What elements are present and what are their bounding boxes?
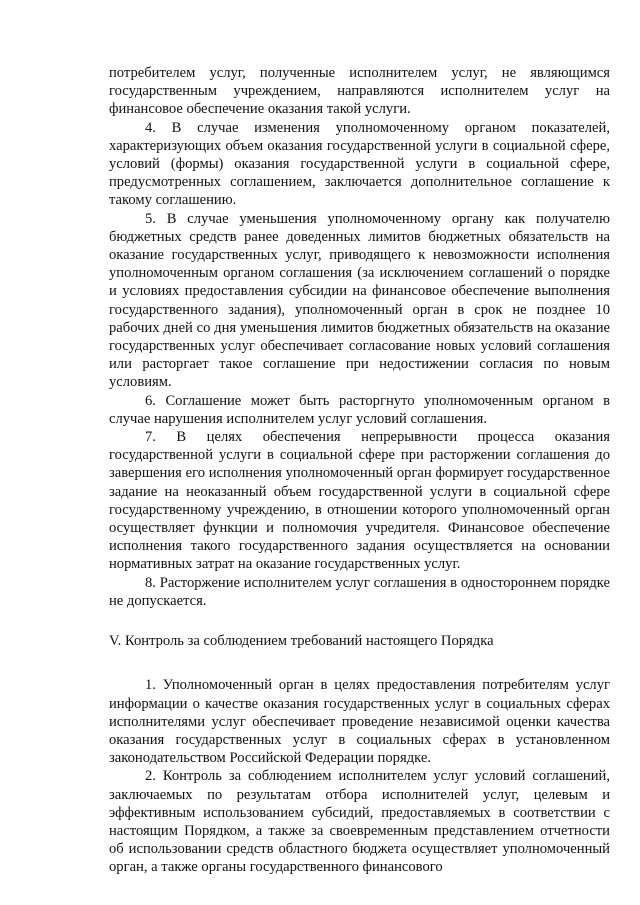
paragraph-item-7: 7. В целях обеспечения непрерывности процесса оказания государственной услуги в социальной сфере при расторжении соглашения до завершения его исполнения уполномоченный орган формирует государственное задание на неоказанный объем государственной услуги в социальной сфере государственному учреждению, в отношении которого уполномоченный орган осуществляет функции и полномочия учредителя. Финансовое обеспечение исполнения такого государственного задания осуществляется на основании нормативных затрат на оказание государственных услуг.: [109, 429, 610, 573]
paragraph-item-4: 4. В случае изменения уполномоченному органом показателей, характеризующих объем оказания государственной услуги в социальной сфере, условий (формы) оказания государственной услуги в социальной сфере, предусмотренных соглашением, заключается дополнительное соглашение к такому соглашению.: [109, 119, 610, 209]
document-body: [109, 64, 610, 877]
paragraph-continuation: потребителем услуг, полученные исполнителем услуг, не являющимся государственным учреждением, направляются исполнителем услуг на финансовое обеспечение оказания такой услуги.: [109, 65, 610, 118]
section-heading: V. Контроль за соблюдением требований настоящего Порядка: [109, 633, 494, 650]
paragraph-item-8: 8. Расторжение исполнителем услуг соглашения в одностороннем порядке не допускается.: [109, 574, 610, 609]
paragraph-item-6: 6. Соглашение может быть расторгнуто уполномоченным органом в случае нарушения исполнителем услуг условий соглашения.: [109, 392, 610, 427]
paragraph-item-5: 5. В случае уменьшения уполномоченному органу как получателю бюджетных средств ранее доведенных лимитов бюджетных обязательств на оказание государственных услуг, приводящего к невозможности исполнения уполномоченным органом соглашения (за исключением соглашений о порядке и условиях предоставления субсидии на финансовое обеспечение выполнения государственного задания), уполномоченный орган в срок не позднее 10 рабочих дней со дня уменьшения лимитов бюджетных обязательств на оказание государственных услуг обеспечивает согласование новых условий соглашения или расторгает такое соглашение при недостижении согласия по новым условиям.: [109, 210, 610, 391]
paragraph-section5-item-1: 1. Уполномоченный орган в целях предоставления потребителям услуг информации о качестве оказания государственных услуг в социальных сферах исполнителями услуг обеспечивает проведение независимой оценки качества оказания государственных услуг в социальных сферах в установленном законодательством Российской Федерации порядке.: [109, 677, 610, 767]
paragraph-section5-item-2: 2. Контроль за соблюдением исполнителем услуг условий соглашений, заключаемых по результатам отбора исполнителей услуг, целевым и эффективным использованием субсидий, предоставляемых в соответствии с настоящим Порядком, а также за своевременным представлением отчетности об использовании средств областного бюджета осуществляет уполномоченный орган, а также органы государственного финансового: [109, 768, 610, 876]
